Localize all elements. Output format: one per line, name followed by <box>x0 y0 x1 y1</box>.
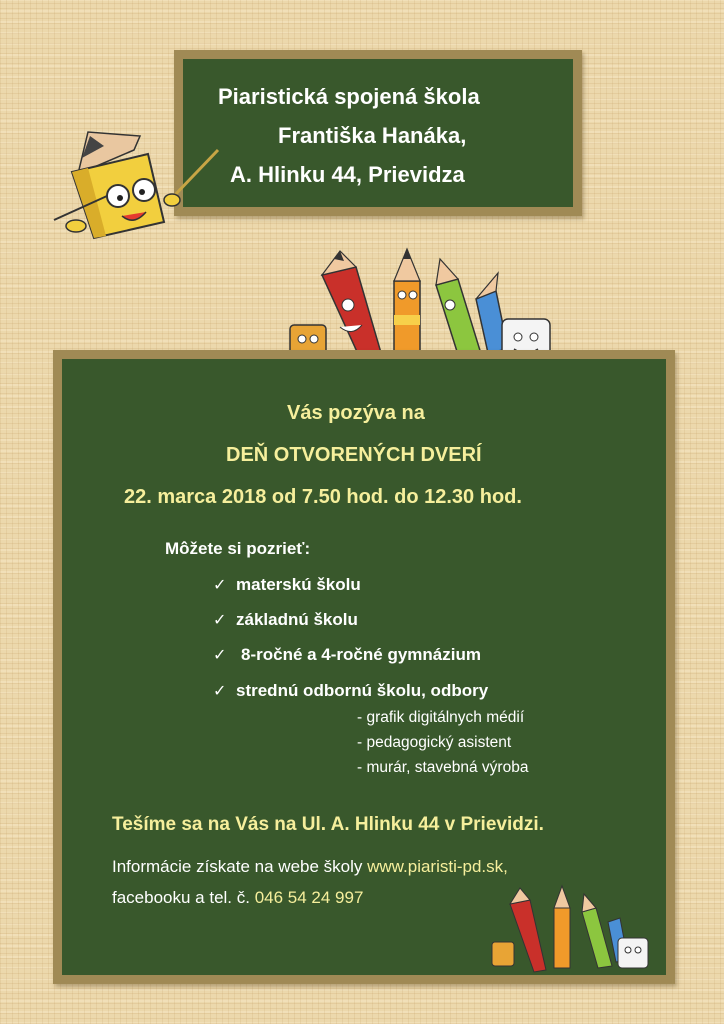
offer-item: strednú odbornú školu, odbory <box>236 681 489 700</box>
check-icon: ✓ <box>213 612 227 629</box>
welcome-line: Tešíme sa na Vás na Ul. A. Hlinku 44 v Prievidzi. <box>112 814 544 835</box>
info-prefix: Informácie získate na webe školy <box>112 857 368 876</box>
pencil-teacher-icon <box>48 126 220 244</box>
info-line <box>112 857 508 877</box>
school-address: A. Hlinku 44, Prievidza <box>230 162 465 187</box>
check-icon: ✓ <box>213 683 227 700</box>
check-icon: ✓ <box>213 577 227 594</box>
offer-heading: Môžete si pozrieť: <box>165 539 311 558</box>
event-date: 22. marca 2018 od 7.50 hod. do 12.30 hod. <box>124 486 522 508</box>
small-pencil-group-icon <box>488 882 652 974</box>
contact-prefix: facebooku a tel. č. <box>112 888 255 907</box>
contact-line <box>112 888 363 908</box>
offer-item: 8-ročné a 4-ročné gymnázium <box>241 645 481 664</box>
offer-subitem: - murár, stavebná výroba <box>357 759 529 776</box>
school-name-line1: Piaristická spojená škola <box>218 84 480 109</box>
school-name-line2: Františka Hanáka, <box>278 123 467 148</box>
website-link[interactable]: www.piaristi-pd.sk, <box>367 857 508 876</box>
check-icon: ✓ <box>213 647 227 664</box>
offer-subitem: - grafik digitálnych médií <box>357 709 525 726</box>
invite-intro: Vás pozýva na <box>287 402 425 424</box>
phone-number: 046 54 24 997 <box>254 888 364 907</box>
offer-item: základnú školu <box>236 610 358 629</box>
offer-item: materskú školu <box>236 575 361 594</box>
offer-subitem: - pedagogický asistent <box>357 734 512 751</box>
event-title: DEŇ OTVORENÝCH DVERÍ <box>226 444 482 466</box>
